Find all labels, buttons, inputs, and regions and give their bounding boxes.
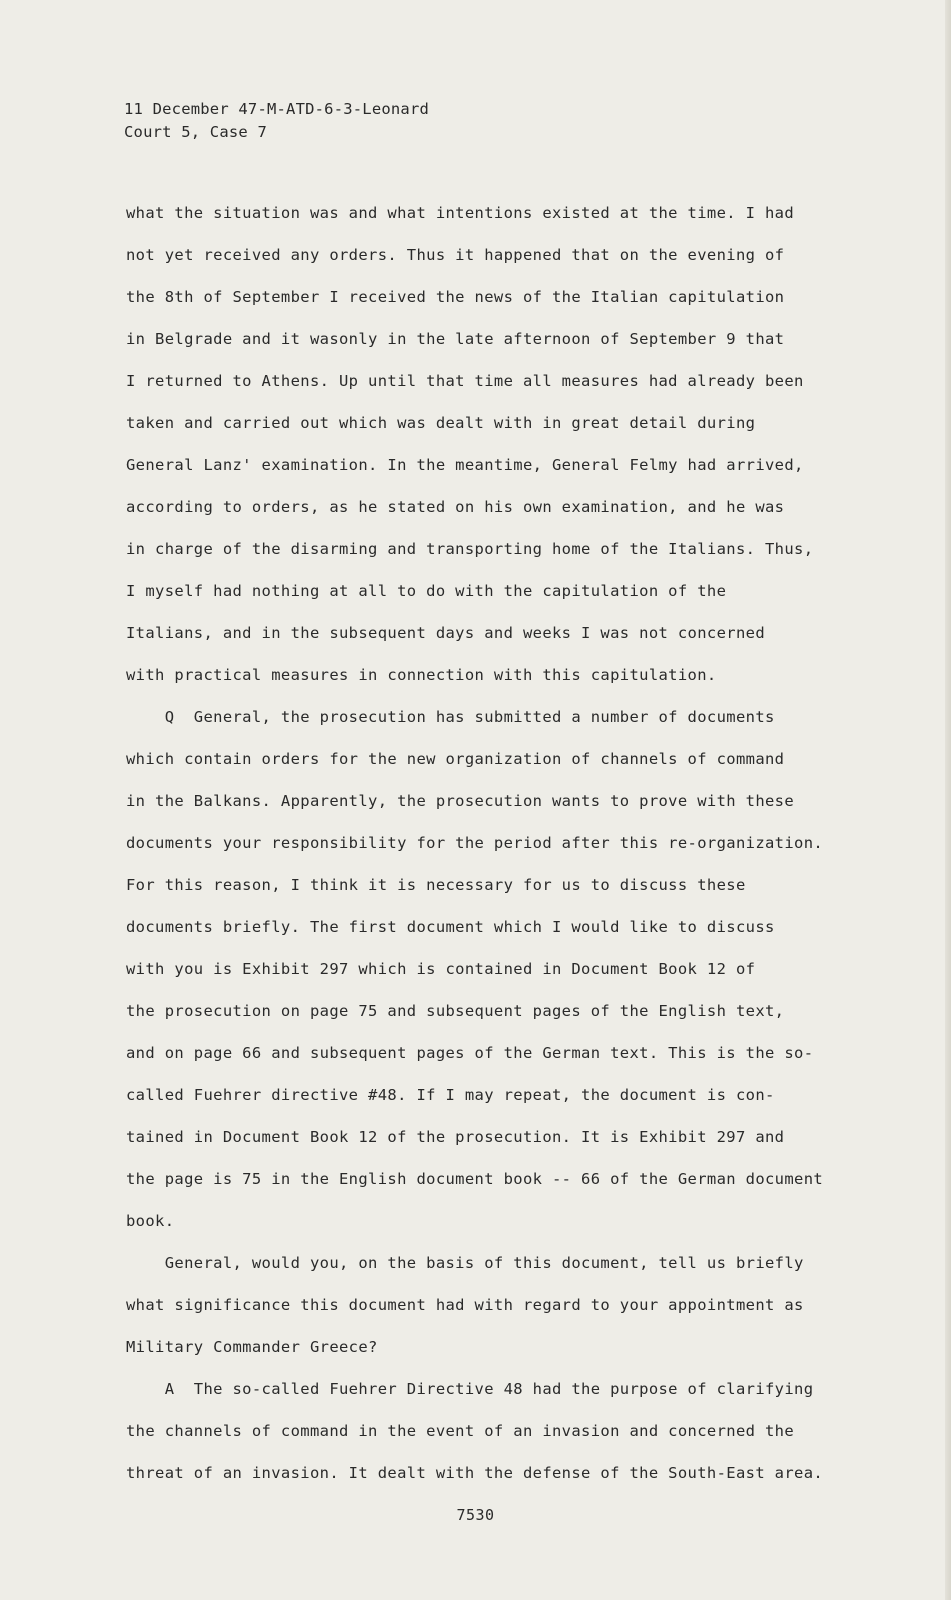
header-reference-line: 11 December 47-M-ATD-6-3-Leonard <box>124 100 430 118</box>
document-header <box>124 98 429 144</box>
transcript-line: called Fuehrer directive #48. If I may repeat, the document is con- <box>126 1086 775 1104</box>
transcript-line: the page is 75 in the English document book -- 66 of the German document <box>126 1170 824 1188</box>
transcript-line: threat of an invasion. It dealt with the defense of the South-East area. <box>126 1464 824 1482</box>
transcript-line: tained in Document Book 12 of the prosecution. It is Exhibit 297 and <box>126 1128 785 1146</box>
transcript-line: I myself had nothing at all to do with the capitulation of the <box>126 582 727 600</box>
transcript-line: not yet received any orders. Thus it happened that on the evening of <box>126 246 785 264</box>
transcript-line: Military Commander Greece? <box>126 1338 378 1356</box>
transcript-line: General, would you, on the basis of this document, tell us briefly <box>126 1254 804 1272</box>
transcript-line: in Belgrade and it wasonly in the late afternoon of September 9 that <box>126 330 785 348</box>
transcript-line: A The so-called Fuehrer Directive 48 had the purpose of clarifying <box>126 1380 814 1398</box>
transcript-line: General Lanz' examination. In the meantime, General Felmy had arrived, <box>126 456 804 474</box>
header-court-line: Court 5, Case 7 <box>124 123 267 141</box>
transcript-line: in charge of the disarming and transporting home of the Italians. Thus, <box>126 540 814 558</box>
page-edge <box>945 0 951 1600</box>
page-number: 7530 <box>456 1506 495 1524</box>
transcript-line: what the situation was and what intentions existed at the time. I had <box>126 204 795 222</box>
transcript-line: documents your responsibility for the period after this re-organization. <box>126 834 824 852</box>
transcript-line: the channels of command in the event of an invasion and concerned the <box>126 1422 795 1440</box>
transcript-line: with you is Exhibit 297 which is contained in Document Book 12 of <box>126 960 756 978</box>
transcript-line: documents briefly. The first document which I would like to discuss <box>126 918 775 936</box>
transcript-line: according to orders, as he stated on his own examination, and he was <box>126 498 785 516</box>
transcript-line: with practical measures in connection with this capitulation. <box>126 666 717 684</box>
transcript-line: the prosecution on page 75 and subsequent pages of the English text, <box>126 1002 785 1020</box>
transcript-line: the 8th of September I received the news of the Italian capitulation <box>126 288 785 306</box>
transcript-line: Q General, the prosecution has submitted a number of documents <box>126 708 775 726</box>
transcript-line: taken and carried out which was dealt with in great detail during <box>126 414 756 432</box>
transcript-line: which contain orders for the new organization of channels of command <box>126 750 785 768</box>
transcript-line: in the Balkans. Apparently, the prosecution wants to prove with these <box>126 792 795 810</box>
transcript-line: book. <box>126 1212 175 1230</box>
transcript-line: and on page 66 and subsequent pages of the German text. This is the so- <box>126 1044 814 1062</box>
transcript-line: what significance this document had with regard to your appointment as <box>126 1296 804 1314</box>
transcript-body <box>126 200 886 1502</box>
transcript-line: I returned to Athens. Up until that time all measures had already been <box>126 372 804 390</box>
transcript-line: Italians, and in the subsequent days and weeks I was not concerned <box>126 624 765 642</box>
transcript-line: For this reason, I think it is necessary for us to discuss these <box>126 876 746 894</box>
